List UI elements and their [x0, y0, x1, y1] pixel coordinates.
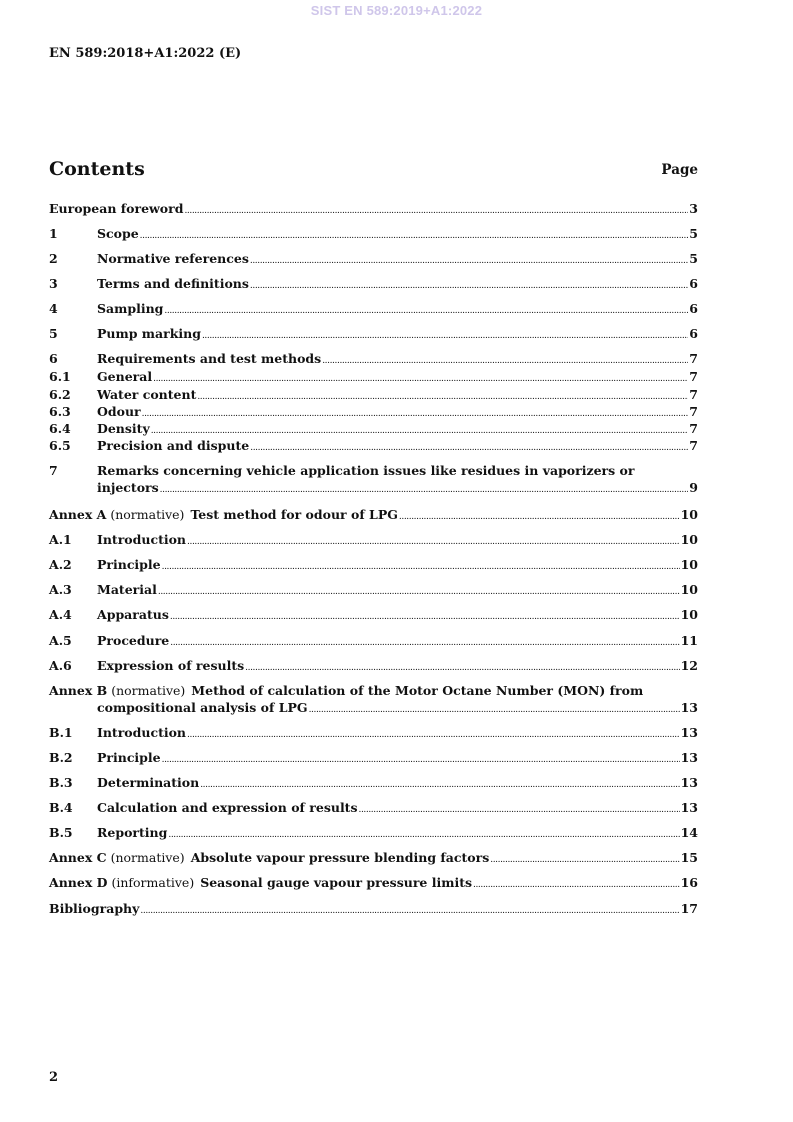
leader-dots	[200, 777, 679, 794]
toc-entry-page: 10	[680, 532, 698, 547]
toc-entry-b-3[interactable]	[49, 774, 698, 794]
leader-dots	[160, 482, 689, 499]
toc-entry-6-1[interactable]	[49, 368, 698, 388]
toc-entry-title: Precision and dispute	[97, 438, 250, 453]
toc-entry-page: 14	[680, 825, 698, 840]
toc-entry-b-1[interactable]	[49, 724, 698, 744]
toc-entry-title: Test method for odour of LPG	[190, 507, 398, 522]
toc-entry-page: 12	[680, 658, 698, 673]
leader-dots	[399, 509, 680, 526]
toc-entry-number: 6.2	[49, 387, 71, 402]
toc-annex-label: Annex C	[49, 850, 107, 865]
toc-entry-page: 17	[680, 901, 698, 916]
toc-entry-title-line2: injectors	[97, 480, 159, 495]
leader-dots	[309, 702, 680, 719]
toc-entry-title: Reporting	[97, 825, 168, 840]
toc-entry-number: A.1	[49, 532, 72, 547]
toc-annex-type: (informative)	[111, 875, 195, 890]
toc-entry-page: 15	[680, 850, 698, 865]
toc-entry-6-5[interactable]	[49, 437, 698, 457]
toc-annex-label: Annex A	[49, 507, 107, 522]
toc-entry-title: Material	[97, 582, 157, 597]
toc-entry-number: A.4	[49, 607, 72, 622]
toc-entry-title: Introduction	[97, 725, 187, 740]
toc-entry-title: Scope	[97, 226, 139, 241]
toc-entry-annex-b[interactable]	[49, 682, 698, 719]
toc-entry-page: 13	[680, 700, 698, 715]
toc-entry-page: 11	[680, 633, 698, 648]
toc-entry-a-2[interactable]	[49, 556, 698, 576]
toc-entry-page: 7	[689, 438, 698, 453]
toc-entry-page: 10	[680, 607, 698, 622]
toc-annex-type: (normative)	[110, 507, 185, 522]
toc-entry-annex-d[interactable]	[49, 874, 698, 894]
toc-entry-title: Calculation and expression of results	[97, 800, 358, 815]
toc-annex-type: (normative)	[111, 683, 186, 698]
toc-entry-bibliography[interactable]	[49, 900, 698, 920]
toc-entry-number: A.3	[49, 582, 72, 597]
toc-entry-number: 6.4	[49, 421, 71, 436]
toc-entry-number: A.5	[49, 633, 72, 648]
toc-entry-page: 7	[689, 369, 698, 384]
toc-entry-title: Absolute vapour pressure blending factors	[190, 850, 490, 865]
toc-entry-1[interactable]	[49, 225, 698, 245]
toc-entry-number: A.6	[49, 658, 72, 673]
leader-dots	[359, 802, 680, 819]
toc-entry-page: 7	[689, 387, 698, 402]
watermark: SIST EN 589:2019+A1:2022	[310, 3, 483, 18]
toc-entry-page: 7	[689, 404, 698, 419]
toc-entry-page: 10	[680, 557, 698, 572]
toc-entry-2[interactable]	[49, 250, 698, 270]
toc-entry-page: 16	[680, 875, 698, 890]
toc-entry-annex-a[interactable]	[49, 506, 698, 526]
leader-dots	[164, 303, 688, 320]
contents-header	[49, 158, 698, 182]
toc-entry-a-5[interactable]	[49, 632, 698, 652]
toc-entry-annex-c[interactable]	[49, 849, 698, 869]
toc-entry-page: 13	[680, 800, 698, 815]
leader-dots	[490, 852, 679, 869]
toc-entry-number: B.2	[49, 750, 73, 765]
toc-entry-title-line1: Remarks concerning vehicle application issues like residues in vaporizers or	[97, 463, 635, 478]
toc-entry-title: Sampling	[97, 301, 164, 316]
toc-entry-number: 6	[49, 351, 58, 366]
leader-dots	[187, 727, 680, 744]
leader-dots	[170, 609, 680, 626]
toc-entry-page: 5	[689, 251, 698, 266]
toc-entry-number: 6.1	[49, 369, 71, 384]
toc-entry-6[interactable]	[49, 350, 698, 370]
toc-entry-title: Requirements and test methods	[97, 351, 322, 366]
toc-entry-number: B.1	[49, 725, 73, 740]
toc-entry-number: 1	[49, 226, 58, 241]
leader-dots	[170, 635, 679, 652]
leader-dots	[187, 534, 680, 551]
toc-entry-b-5[interactable]	[49, 824, 698, 844]
toc-entry-title: Determination	[97, 775, 200, 790]
toc-entry-page: 3	[689, 201, 698, 216]
contents-heading: Contents	[49, 158, 145, 180]
toc-entry-title: Apparatus	[97, 607, 169, 622]
toc-annex-type: (normative)	[110, 850, 185, 865]
toc-entry-page: 7	[689, 421, 698, 436]
document-id: EN 589:2018+A1:2022 (E)	[49, 46, 242, 61]
toc-entry-a-6[interactable]	[49, 657, 698, 677]
toc-entry-b-4[interactable]	[49, 799, 698, 819]
toc-annex-label: Annex D	[49, 875, 108, 890]
leader-dots	[184, 203, 688, 220]
toc-entry-b-2[interactable]	[49, 749, 698, 769]
toc-entry-page: 13	[680, 725, 698, 740]
toc-entry-page: 13	[680, 750, 698, 765]
leader-dots	[250, 440, 688, 457]
toc-entry-a-4[interactable]	[49, 606, 698, 626]
toc-entry-title: Procedure	[97, 633, 170, 648]
toc-entry-a-1[interactable]	[49, 531, 698, 551]
toc-entry-title: Density	[97, 421, 150, 436]
toc-entry-number: 4	[49, 301, 58, 316]
toc-entry-number: 2	[49, 251, 58, 266]
toc-entry-number: 7	[49, 463, 58, 478]
toc-entry-title: Water content	[97, 387, 197, 402]
toc-entry-title: Principle	[97, 750, 161, 765]
toc-entry-title: Terms and definitions	[97, 276, 249, 291]
toc-entry-title: Principle	[97, 557, 161, 572]
toc-entry-page: 6	[689, 326, 698, 341]
toc-entry-number: 5	[49, 326, 58, 341]
toc-entry-page: 5	[689, 226, 698, 241]
toc-entry-title-line2: compositional analysis of LPG	[97, 700, 308, 715]
leader-dots	[473, 877, 680, 894]
leader-dots	[250, 278, 688, 295]
toc-entry-number: B.5	[49, 825, 73, 840]
leader-dots	[140, 228, 689, 245]
leader-dots	[162, 752, 680, 769]
toc-entry-number: 6.5	[49, 438, 71, 453]
toc-entry-number: 3	[49, 276, 58, 291]
toc-entry-title: Expression of results	[97, 658, 245, 673]
toc-entry-title: Normative references	[97, 251, 249, 266]
page-column-label: Page	[661, 162, 698, 178]
toc-entry-number: B.4	[49, 800, 73, 815]
leader-dots	[250, 253, 688, 270]
toc-entry-5[interactable]	[49, 325, 698, 345]
toc-entry-page: 9	[689, 480, 698, 495]
page-number: 2	[49, 1070, 59, 1085]
leader-dots	[245, 660, 679, 677]
leader-dots	[140, 903, 679, 920]
toc-entry-foreword[interactable]	[49, 200, 698, 220]
toc-entry-number: B.3	[49, 775, 73, 790]
toc-entry-title: Introduction	[97, 532, 187, 547]
toc-entry-page: 6	[689, 276, 698, 291]
toc-entry-page: 6	[689, 301, 698, 316]
leader-dots	[162, 559, 680, 576]
toc-entry-title: Bibliography	[49, 901, 140, 916]
leader-dots	[168, 827, 679, 844]
toc-entry-3[interactable]	[49, 275, 698, 295]
toc-entry-title: General	[97, 369, 153, 384]
leader-dots	[158, 584, 680, 601]
toc-entry-number: 6.3	[49, 404, 71, 419]
toc-entry-title: European foreword	[49, 201, 184, 216]
toc-entry-title: Seasonal gauge vapour pressure limits	[200, 875, 472, 890]
toc-entry-a-3[interactable]	[49, 581, 698, 601]
toc-entry-page: 13	[680, 775, 698, 790]
toc-entry-4[interactable]	[49, 300, 698, 320]
toc-entry-title-line1: Method of calculation of the Motor Octane Number (MON) from	[191, 683, 644, 698]
toc-entry-title: Odour	[97, 404, 141, 419]
toc-entry-title: Pump marking	[97, 326, 201, 341]
leader-dots	[202, 328, 688, 345]
toc-annex-label: Annex B	[49, 683, 108, 698]
toc-entry-page: 7	[689, 351, 698, 366]
toc-entry-number: A.2	[49, 557, 72, 572]
toc-entry-page: 10	[680, 582, 698, 597]
toc-entry-7[interactable]	[49, 462, 698, 499]
toc-entry-page: 10	[680, 507, 698, 522]
